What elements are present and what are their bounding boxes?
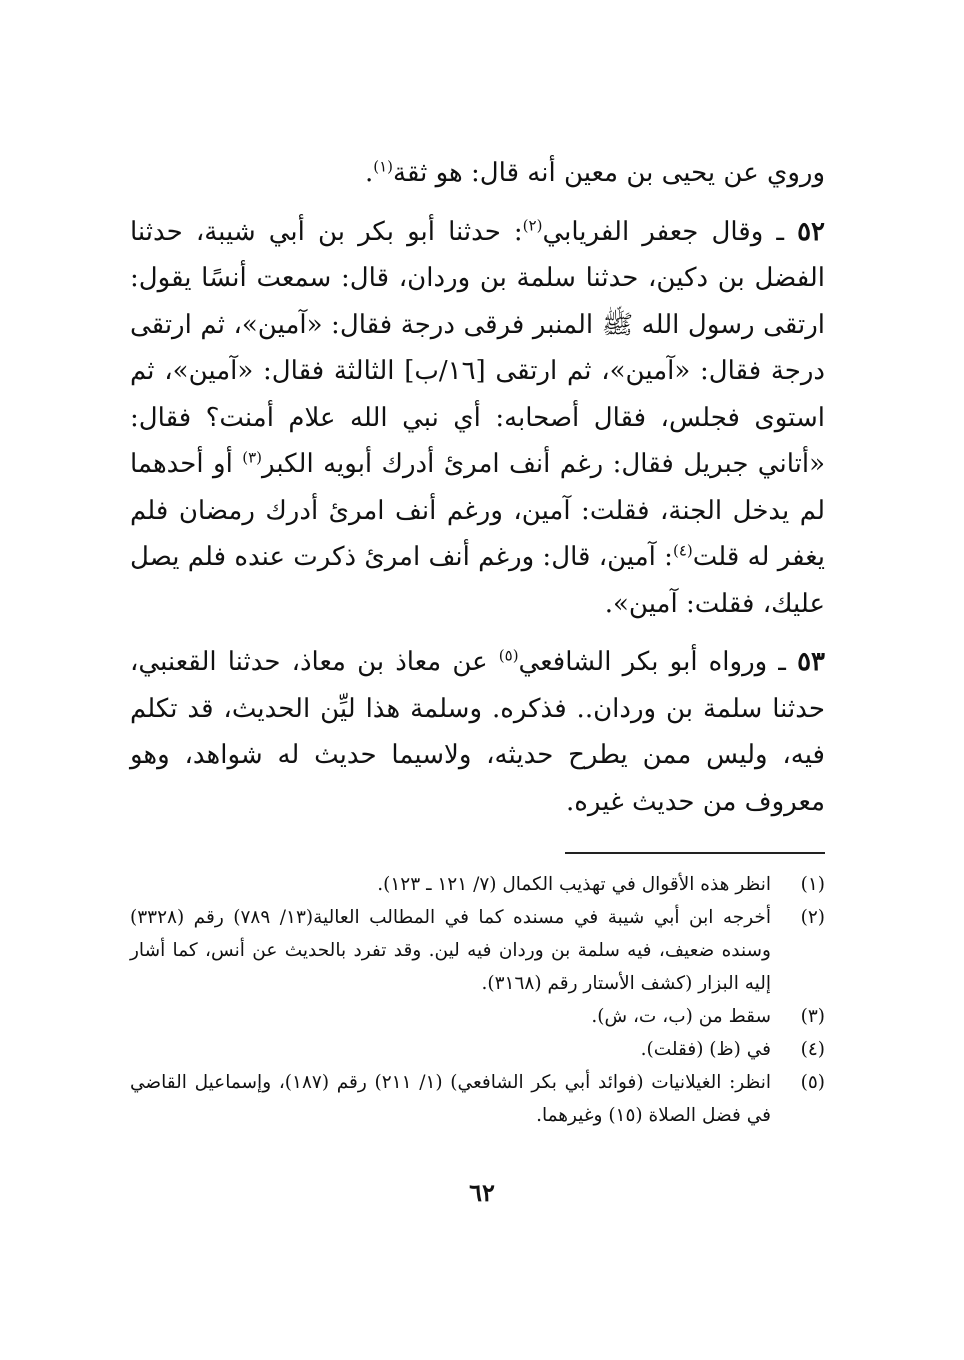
footnote-text: أخرجه ابن أبي شيبة في مسنده كما في المطالب العالية(١٣/ ٧٨٩) رقم (٣٣٢٨) وسنده ضعيف، فيه سلمة بن وردان فيه لين. وقد تفرد بالحديث عن أنس، كما أشار إليه البزار (كشف الأستار رقم (٣١٦٨). (130, 907, 771, 994)
footnote-mark: (٢) (800, 907, 825, 928)
footnote-mark: (٤) (800, 1039, 825, 1060)
footnote-text: انظر هذه الأقوال في تهذيب الكمال (٧/ ١٢١ ـ ١٢٣). (377, 874, 771, 895)
paragraph-number-53: ٥٣ (797, 647, 825, 677)
footnote-mark: (٥) (800, 1072, 825, 1093)
footnote-1 (130, 868, 825, 901)
paragraph-intro-text: وروي عن يحيى بن معين أنه قال: هو ثقة (393, 158, 825, 188)
footnote-4 (130, 1033, 825, 1066)
paragraph-number-52: ٥٢ (797, 216, 826, 247)
footnote-ref-4[interactable]: (٤) (672, 541, 693, 560)
footnotes (130, 868, 825, 1132)
footnote-text: في (ظ) (فقلت). (640, 1039, 771, 1060)
paragraph-intro (130, 150, 825, 197)
footnote-mark: (٣) (800, 1006, 825, 1027)
footnote-text: انظر: الغيلانيات (فوائد أبي بكر الشافعي) (١/ ٢١١) رقم (١٨٧)، وإسماعيل القاضي في فضل الصلاة (١٥) وغيرهما. (130, 1072, 771, 1126)
footnote-2 (130, 901, 825, 1000)
footnote-separator (565, 852, 825, 854)
footnote-ref-2[interactable]: (٢) (522, 215, 543, 234)
paragraph-52-part-b: : حدثنا أبو بكر بن أبي شيبة، حدثنا الفضل بن دكين، حدثنا سلمة بن وردان، قال: سمعت أنسًا يقول: ارتقى رسول الله ﷺ المنبر فرقى درجة فقال: «آمين»، ثم ارتقى درجة فقال: «آمين»، ثم ارتقى [١٦/ب] الثالثة فقال: «آمين»، ثم استوى فجلس، فقال أصحابه: أي نبي الله علام أمنت؟ فقال: «أتاني جبريل فقال: رغم أنف امرئ أدرك أبويه الكبر (130, 216, 826, 479)
paragraph-intro-end: . (364, 158, 374, 188)
paragraph-52-part-c: أو أحدهما لم يدخل الجنة، فقلت: آمين، ورغم أنف امرئ أدرك رمضان فلم يغفر له قلت (130, 449, 826, 572)
footnote-ref-1[interactable]: (١) (373, 157, 394, 176)
paragraph-53-part-a: ـ ورواه أبو بكر الشافعي (518, 647, 798, 677)
footnote-ref-5[interactable]: (٥) (498, 646, 519, 665)
paragraph-52 (130, 209, 825, 628)
footnote-text: سقط من (ب، ت، ش). (591, 1006, 771, 1027)
footnote-5 (130, 1066, 825, 1132)
paragraph-52-part-d: : آمين، قال: ورغم أنف امرئ ذكرت عنده فلم يصل عليك، فقلت: آمين». (130, 542, 825, 619)
paragraph-52-part-a: ـ وقال جعفر الفريابي (542, 216, 798, 247)
paragraph-53 (130, 639, 825, 825)
footnote-3 (130, 1000, 825, 1033)
main-text (130, 150, 825, 837)
footnote-mark: (١) (800, 874, 825, 895)
paragraph-53-part-b: عن معاذ بن معاذ، حدثنا القعنبي، حدثنا سلمة بن وردان.. فذكره. وسلمة هذا ليِّن الحديث، قد تكلم فيه، وليس ممن يطرح حديثه، ولاسيما حديث له شواهد، وهو معروف من حديث غيره. (130, 647, 825, 817)
page-number: ٦٢ (469, 1178, 495, 1207)
footnote-ref-3[interactable]: (٣) (242, 448, 262, 467)
